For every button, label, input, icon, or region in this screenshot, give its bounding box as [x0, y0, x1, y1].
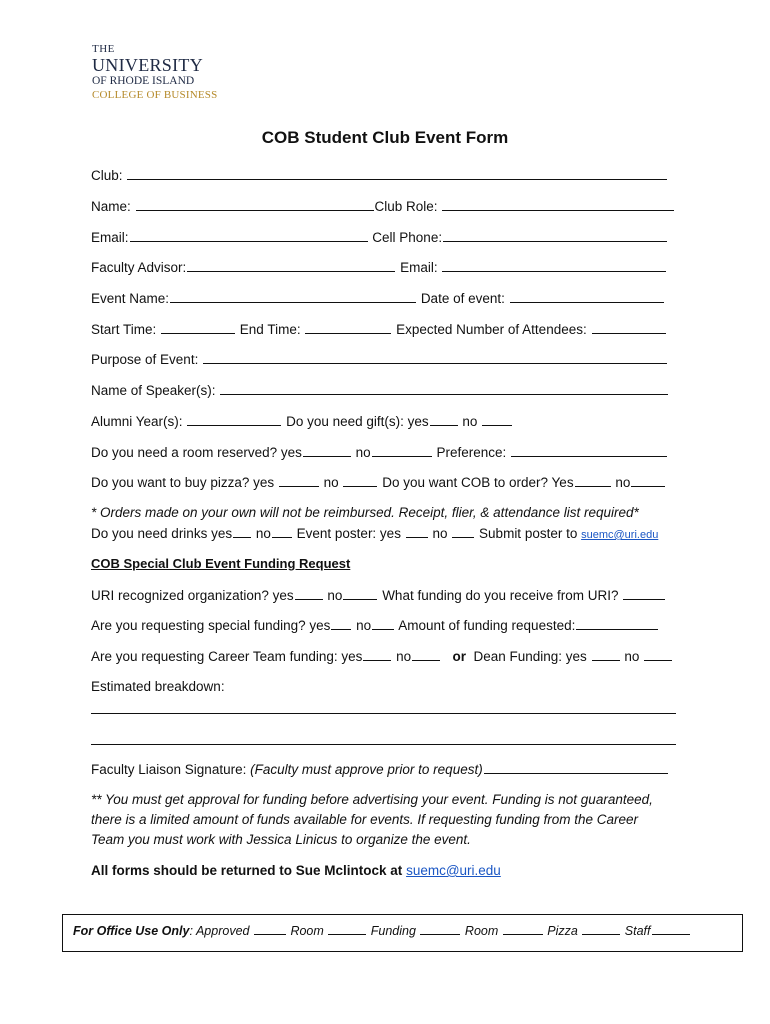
date-of-event-label: Date of event:	[420, 291, 505, 306]
what-funding-question: What funding do you receive from URI?	[382, 588, 619, 603]
return-text: All forms should be returned to Sue Mclintock at	[91, 863, 403, 878]
club-field[interactable]	[127, 166, 667, 180]
speakers-row	[91, 381, 669, 400]
faculty-advisor-label: Faculty Advisor:	[91, 260, 187, 275]
poster-no-label: no	[432, 526, 448, 541]
breakdown-line-1[interactable]	[91, 713, 676, 714]
gifts-no-label: no	[462, 414, 478, 429]
start-time-field[interactable]	[161, 320, 235, 334]
email-field[interactable]	[130, 228, 368, 242]
speakers-field[interactable]	[220, 381, 668, 395]
signature-note: (Faculty must approve prior to request)	[250, 762, 483, 777]
advisor-email-label: Email:	[400, 260, 438, 275]
purpose-label: Purpose of Event:	[91, 352, 199, 367]
room-no-label: no	[355, 445, 371, 460]
what-funding-field[interactable]	[623, 586, 665, 600]
signature-row	[91, 760, 669, 779]
uri-org-no-field[interactable]	[343, 586, 377, 600]
career-no-field[interactable]	[412, 647, 440, 661]
special-no-field[interactable]	[372, 616, 394, 630]
gifts-no-field[interactable]	[482, 412, 512, 426]
room1-field[interactable]	[328, 923, 366, 935]
special-funding-question: Are you requesting special funding? yes	[91, 618, 331, 633]
alumni-row	[91, 412, 513, 431]
drinks-question: Do you need drinks yes	[91, 526, 233, 541]
gifts-yes-field[interactable]	[430, 412, 458, 426]
logo-the: THE	[92, 43, 115, 55]
poster-yes-field[interactable]	[406, 524, 428, 538]
university-logo	[92, 44, 217, 101]
funding-label: Funding	[370, 924, 416, 938]
club-role-label: Club Role:	[374, 199, 438, 214]
pizza-label: Pizza	[547, 924, 578, 938]
room2-field[interactable]	[503, 923, 543, 935]
name-field[interactable]	[136, 197, 374, 211]
career-row	[91, 647, 673, 666]
club-row	[91, 166, 668, 185]
dean-question: Dean Funding: yes	[473, 649, 587, 664]
staff-label: Staff	[624, 924, 651, 938]
staff-field[interactable]	[652, 923, 690, 935]
drinks-no-label: no	[255, 526, 271, 541]
special-yes-field[interactable]	[331, 616, 351, 630]
preference-label: Preference:	[436, 445, 507, 460]
room1-label: Room	[290, 924, 324, 938]
funding-heading: COB Special Club Event Funding Request	[91, 556, 351, 571]
submit-poster-email-link[interactable]: suemc@uri.edu	[581, 529, 659, 541]
event-name-label: Event Name:	[91, 291, 170, 306]
drinks-yes-field[interactable]	[233, 524, 251, 538]
email-row	[91, 228, 668, 247]
office-use-label: For Office Use Only	[73, 924, 190, 938]
attendees-field[interactable]	[592, 320, 666, 334]
or-label: or	[452, 649, 466, 664]
end-time-field[interactable]	[305, 320, 391, 334]
pizza-field[interactable]	[582, 923, 620, 935]
name-label: Name:	[91, 199, 131, 214]
pizza-yes-field[interactable]	[279, 473, 319, 487]
breakdown-line-2[interactable]	[91, 744, 676, 745]
drinks-no-field[interactable]	[272, 524, 292, 538]
room-row	[91, 443, 668, 462]
uri-org-no-label: no	[327, 588, 343, 603]
dean-no-label: no	[624, 649, 640, 664]
preference-field[interactable]	[511, 443, 667, 457]
start-time-label: Start Time:	[91, 322, 157, 337]
logo-college: COLLEGE OF BUSINESS	[92, 88, 218, 101]
career-no-label: no	[396, 649, 412, 664]
dean-no-field[interactable]	[644, 647, 672, 661]
room-no-field[interactable]	[372, 443, 432, 457]
pizza-no-label: no	[323, 475, 339, 490]
advisor-email-field[interactable]	[442, 258, 666, 272]
office-use-box	[62, 914, 743, 952]
cob-order-no-label: no	[615, 475, 631, 490]
event-name-field[interactable]	[170, 289, 416, 303]
pizza-no-field[interactable]	[343, 473, 377, 487]
club-label: Club:	[91, 168, 123, 183]
name-row	[91, 197, 675, 216]
signature-label: Faculty Liaison Signature:	[91, 762, 247, 777]
office-use-colon: :	[189, 924, 193, 938]
approval-note-line-1: ** You must get approval for funding before advertising your event. Funding is not guaranteed,	[91, 792, 653, 807]
dean-yes-field[interactable]	[592, 647, 620, 661]
end-time-label: End Time:	[239, 322, 301, 337]
club-role-field[interactable]	[442, 197, 674, 211]
uri-org-question: URI recognized organization? yes	[91, 588, 294, 603]
faculty-advisor-field[interactable]	[187, 258, 395, 272]
uri-org-row	[91, 586, 666, 605]
career-yes-field[interactable]	[363, 647, 391, 661]
cob-order-question: Do you want COB to order? Yes	[382, 475, 574, 490]
alumni-year-field[interactable]	[187, 412, 281, 426]
time-row	[91, 320, 667, 339]
purpose-row	[91, 350, 668, 369]
approval-note-line-2: there is a limited amount of funds available for events. If requesting funding from the Career	[91, 812, 639, 827]
approved-label: Approved	[195, 924, 250, 938]
breakdown-label: Estimated breakdown:	[91, 679, 225, 694]
gifts-question: Do you need gift(s): yes	[286, 414, 429, 429]
approved-field[interactable]	[254, 923, 286, 935]
uri-org-yes-field[interactable]	[295, 586, 323, 600]
return-email-link[interactable]: suemc@uri.edu	[406, 863, 501, 878]
attendees-label: Expected Number of Attendees:	[396, 322, 587, 337]
drinks-row	[91, 524, 658, 544]
amount-requested-label: Amount of funding requested:	[398, 618, 576, 633]
amount-requested-field[interactable]	[576, 616, 658, 630]
cob-order-yes-field[interactable]	[575, 473, 611, 487]
orders-note: * Orders made on your own will not be reimbursed. Receipt, flier, & attendance list required*	[91, 505, 639, 520]
approval-note-line-3: Team you must work with Jessica Linicus to organize the event.	[91, 832, 471, 847]
room2-label: Room	[464, 924, 499, 938]
cob-order-no-field[interactable]	[631, 473, 665, 487]
logo-university: UNIVERSITY	[92, 55, 203, 75]
form-title: COB Student Club Event Form	[261, 128, 509, 147]
email-label: Email:	[91, 230, 129, 245]
event-name-row	[91, 289, 665, 308]
career-question: Are you requesting Career Team funding: yes	[91, 649, 363, 664]
pizza-row	[91, 473, 666, 492]
logo-rhode-island: OF RHODE ISLAND	[92, 75, 195, 87]
pizza-question: Do you want to buy pizza? yes	[91, 475, 275, 490]
funding-field[interactable]	[420, 923, 460, 935]
special-no-label: no	[356, 618, 372, 633]
advisor-row	[91, 258, 667, 277]
cell-phone-field[interactable]	[443, 228, 667, 242]
room-question: Do you need a room reserved? yes	[91, 445, 302, 460]
special-funding-row	[91, 616, 659, 635]
signature-field[interactable]	[484, 760, 668, 774]
room-yes-field[interactable]	[303, 443, 351, 457]
cell-phone-label: Cell Phone:	[372, 230, 443, 245]
speakers-label: Name of Speaker(s):	[91, 383, 216, 398]
submit-poster-label: Submit poster to	[479, 526, 578, 541]
poster-question: Event poster: yes	[296, 526, 401, 541]
purpose-field[interactable]	[203, 350, 667, 364]
alumni-year-label: Alumni Year(s):	[91, 414, 183, 429]
poster-no-field[interactable]	[452, 524, 474, 538]
date-of-event-field[interactable]	[510, 289, 664, 303]
return-row	[91, 862, 501, 880]
